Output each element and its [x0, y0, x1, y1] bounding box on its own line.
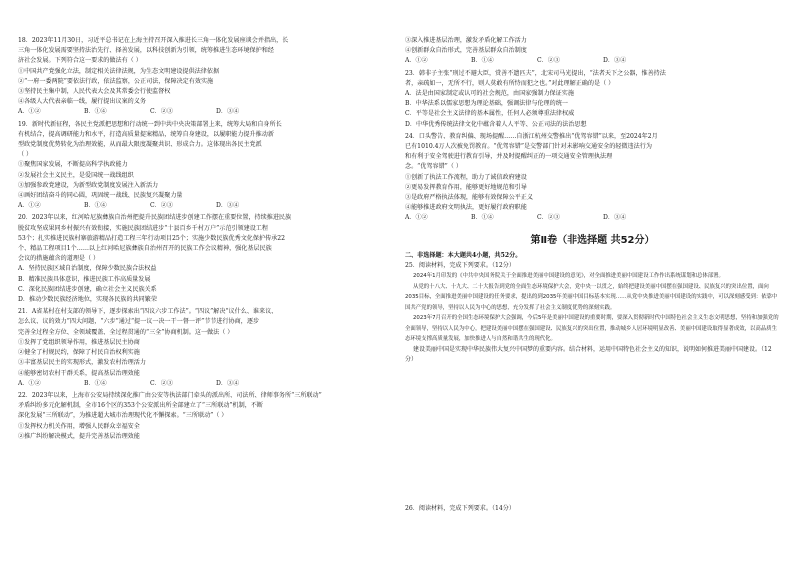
q24-line: 念。“优驾容错”（ ）: [405, 163, 462, 171]
question-25: [405, 261, 780, 366]
q22-statement: ③深入推进基层治理，激发矛盾化解工作活力: [405, 37, 527, 44]
question-19: [18, 120, 393, 212]
q18-line: 济社会发展。下列符合这一要求的做法有（ ）: [18, 57, 142, 65]
q24-statement: ③是政府严格执法体现，能够有效保障公平正义: [405, 194, 533, 202]
q20-line: 53个；扎实推进民族村寨旅游精品打造工程三年行动项目25个；实施少数民族优秀文化保护传承22: [18, 234, 286, 242]
section-title: 第Ⅱ卷（非选择题 共52分）: [530, 234, 655, 246]
q18-statement: ②“一府一委两院”要依法行政，依法监察，公正司法，保障决定有效实施: [18, 77, 214, 85]
option-c: C．②③: [150, 202, 173, 210]
q22-options: [405, 56, 780, 66]
answer-space: [405, 366, 780, 504]
option-b: B．精准民族具体意识，推进民族工作高质量发展: [18, 275, 151, 283]
option-b: B．①④: [84, 202, 107, 210]
q21-line: 21．A省某村在村支部的领导下，逐步探索出“四议六步工作法”。“四议”解决“议什么、谁来议、: [18, 308, 278, 316]
option-a: A．①②: [405, 57, 428, 65]
q20-line: 20．2023年以来，红河哈尼族彝族自治州把提升民族团结进步创建工作摆在重要位置，持续推进民族: [18, 214, 292, 222]
question-20: [18, 213, 393, 305]
option-c: C．②③: [150, 379, 173, 387]
q19-statement: ④画好团结奋斗的同心圆，巩固统一战线、民族复兴凝聚力量: [18, 192, 183, 200]
option-a: A．坚持民族区域自治制度，保障少数民族合法权益: [18, 265, 157, 273]
option-a: A．①②: [405, 214, 428, 222]
q25-material-paragraph: 从党的十八大、十九大、二十大报告到党的全面生态环境保护大会，党中央一以贯之，始终把建设美丽中国摆在强国建设、民族复兴的突出位置，面向2035目标，全面推进美丽中国建设的任务要求，提出的到2035年美丽中国目标基本实现……从党中央推进美丽中国建设的实践中，可以深刻感受到：依靠中国共产党的领导，坚持以人民为中心的思想，充分发挥了社会主义制度优势的深刻实践。: [405, 283, 778, 311]
question-21: [18, 307, 393, 389]
q23-line: 者，亲疏如一，无所不行，则人莫敢有所恃而犯之也。”对此理解正确的是（ ）: [405, 79, 615, 87]
q18-line: 三角一体化发展需要坚持法治先行、择善发展，以科技创新为引领，统筹推进生态环境保护和经: [18, 47, 274, 55]
option-d: D．③④: [216, 108, 240, 116]
q18-statement: ①中国共产党强化立法，制定相关法律法规，为生态文明建设提供法律依据: [18, 67, 220, 75]
q24-options: [405, 213, 780, 223]
q22-line: 22．2023年以来，上海市公安局持续深化推广由公安等执法部门牵头的派出所、司法所、律师事务所“三所联动”: [18, 391, 322, 399]
q21-options: [18, 379, 393, 389]
q23-line: 23．韩非子主张“刑过不避大臣，赏善不遗匹夫”，北宋司马光提出，“法者天下之公器，惟善持法: [405, 69, 666, 77]
option-d: D．③④: [603, 57, 627, 65]
section-intro: 二、非选择题：本大题共4小题，共52分。: [405, 251, 522, 259]
option-d: D．③④: [216, 379, 240, 387]
q19-options: [18, 201, 393, 211]
question-24: [405, 132, 780, 224]
q25-material-paragraph: 2023年7月召开的全国生态环境保护大会强调，今后5年是美丽中国建设的重要时期，要深入贯彻新时代中国特色社会主义生态文明思想，坚持和加强党的全面领导，坚持以人民为中心，把建设美丽中国摆在强国建设、民族复兴的突出位置，推动城乡人居环境明显改善、美丽中国建设取得显著成效，以高品质生态环境支撑高质量发展，加快推进人与自然和谐共生的现代化。: [405, 315, 779, 343]
q24-line: 和有利于安全驾驶进行教育引导，并及时提醒纠正的一项交通安全管理执法理: [405, 153, 613, 161]
q24-statement: ④能够推进政府文明执法，更好履行政府职能: [405, 204, 527, 212]
q24-line: 24．口头警告、教育纠偏、现场提醒……自浙江杭州交警推出“优驾容错”以来，至2024年2月: [405, 132, 658, 140]
q24-line: 已有1010.4万人次被免罚教育。“优驾容错”是交警部门针对未影响交通安全的轻微违法行为: [405, 143, 652, 151]
q21-statement: ④能够密切农村干群关系，提高基层治理效能: [18, 369, 140, 377]
q18-statement: ④各级人大代表亲临一线，履行提出议案的义务: [18, 98, 146, 106]
option-b: B．①④: [84, 379, 107, 387]
option-b: B．①④: [471, 57, 494, 65]
q19-line: 有机结合，提高调研能力和水平，打造高质量提案精品，统筹自身建设，以履职能力提升推动新: [18, 130, 274, 138]
option-a: A．①②: [18, 202, 41, 210]
q20-line: 脱贫攻坚成果同乡村振兴有效衔接，实施民族团结进步“十县百乡千村万户”示范引领建设工程: [18, 224, 268, 232]
option-a: A．①②: [18, 379, 41, 387]
q21-statement: ①发挥了党组织领导作用，推进基层民主协商: [18, 338, 140, 346]
option-b: B．①④: [84, 108, 107, 116]
q19-line: （ ）: [18, 151, 33, 159]
q20-line: 会议的措施蕴含的道理是（ ）: [18, 255, 100, 263]
q22-line: 深化发展“三所联动”，为推进超大城市治理现代化不懈探索。“三所联动”（ ）: [18, 412, 228, 420]
q22-statement: ②推广纠纷解决模式，提升完善基层治理效能: [18, 432, 140, 440]
option-b: B．中华法系以儒家思想为理论基础，强调法律与伦理的统一: [405, 100, 568, 108]
q20-line: 个、精品工程项目1个……以上红河哈尼族彝族自治州召开的民族工作会议精神，强化基层民族: [18, 245, 272, 253]
q19-statement: ①聚焦国家发展，不断提高科学执政能力: [18, 161, 128, 169]
q19-line: 19．新时代新征程，各民主党派把思想和行动统一到中共中央决策部署上来，统筹大局和自身所长: [18, 120, 282, 128]
question-22: [18, 391, 393, 442]
option-a: A．①②: [18, 108, 41, 116]
option-d: D．③④: [603, 214, 627, 222]
q26-heading: 26．阅读材料，完成下列要求。（14分）: [405, 504, 515, 512]
left-column: [18, 36, 393, 442]
q24-statement: ②更易发挥教育作用，能够更好地规范和引导: [405, 183, 527, 191]
option-b: B．①④: [471, 214, 494, 222]
option-c: C．②③: [537, 214, 560, 222]
q21-statement: ③丰富基层民主的实现形式，激发农村治理活力: [18, 359, 146, 367]
option-c: C．②③: [537, 57, 560, 65]
q18-line: 18．2023年11月30日，习近平总书记在上海主持召开深入推进长三角一体化发展座谈会并指出，长: [18, 37, 289, 44]
q21-statement: ②健全了村规民约，保障了村民自治权利实施: [18, 349, 140, 357]
question-22-continued: [405, 36, 780, 67]
q22-line: 矛盾纠纷多元化解机制，全市16个区的353个公安派出所全部建立了“三所联动”机制，不断: [18, 402, 263, 410]
option-d: D．③④: [216, 202, 240, 210]
question-23: [405, 69, 780, 130]
q19-statement: ②发展社会主义民主，是爱国统一战线组织: [18, 171, 134, 179]
q22-statement: ①发挥权力机关作用，增强人民群众幸福安全: [18, 422, 140, 430]
option-a: A．法是由国家制定或认可的社会规范，由国家强制力保证实施: [405, 90, 574, 98]
q21-line: 完善全过程全方位、全领域覆盖、全过程贯通的“三全”协商机制。这一做法（ ）: [18, 328, 234, 336]
q21-line: 怎么议、议的效力”四大问题，“六步”通过“提一议一决一干一督一评”节节进行协商，逐步: [18, 318, 260, 326]
option-c: C．②③: [150, 108, 173, 116]
question-18: [18, 36, 393, 118]
question-26: [405, 504, 780, 514]
q25-question: 建设美丽中国是实现中华民族伟大复兴中国梦的重要内容。结合材料，运用中国特色社会主义的知识，说明如何推进美丽中国建设。（12分）: [405, 345, 772, 364]
option-c: C．平等是社会主义法律的基本属性，任何人必须尊重法律权威: [405, 110, 575, 118]
option-d: D．推动少数民族经济地位，实现各民族的共同繁荣: [18, 296, 157, 304]
q19-line: 型政党制度优势转化为治理效能，从而最大限度凝聚共识、形成合力。这体现出各民主党派: [18, 141, 262, 149]
q22-statement: ④创新群众自治形式，完善基层群众自治制度: [405, 47, 527, 55]
option-d: D．中华优秀传统法律文化中蕴含着人人平等、公正司法的法治思想: [405, 120, 587, 128]
q19-statement: ③加强参政党建设，为新型政党制度发展注入新活力: [18, 181, 159, 189]
option-c: C．深化民族团结进步创建，确立社会主义民族关系: [18, 285, 157, 293]
q18-statement: ③坚持民主集中制，人民代表大会及其常委会行使监督权: [18, 88, 171, 96]
q18-options: [18, 107, 393, 117]
q24-statement: ①创新了执法工作流程，助力了诚信政府建设: [405, 173, 527, 181]
q25-material-paragraph: 2024年1月印发的《中共中央国务院关于全面推进美丽中国建设的意见》，对全面推进美丽中国建设工作作出系统谋划和总体部署。: [413, 273, 724, 280]
right-column: [405, 36, 780, 514]
q25-heading: 25．阅读材料，完成下列要求。（12分）: [405, 261, 515, 269]
